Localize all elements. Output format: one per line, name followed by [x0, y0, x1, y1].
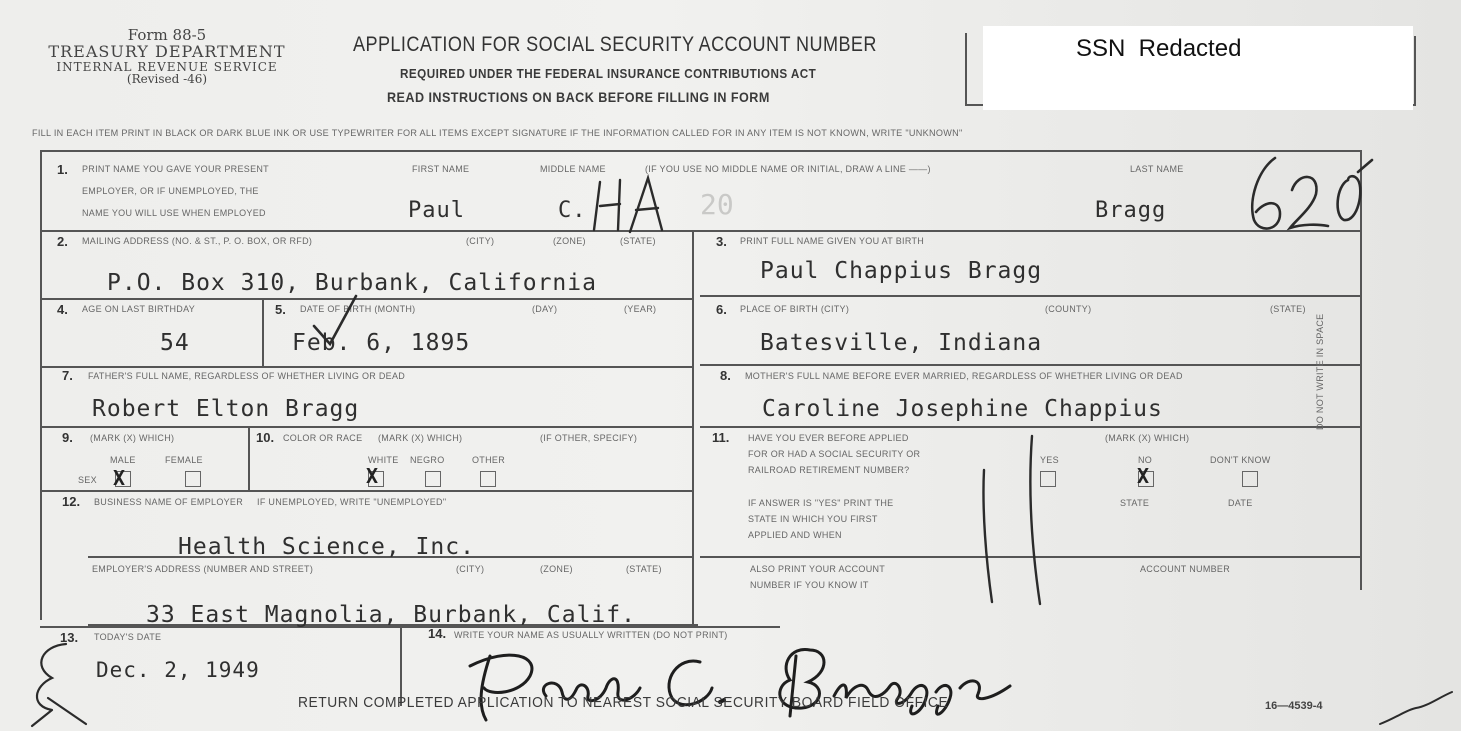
female-checkbox[interactable]: [185, 471, 201, 487]
sex-label: SEX: [78, 475, 97, 485]
rule-after-row3: [40, 366, 692, 368]
rule-after-row2-right: [700, 295, 1360, 297]
birth-name-value: Paul Chappius Bragg: [760, 258, 1043, 284]
field-5-label: DATE OF BIRTH (MONTH): [300, 304, 416, 314]
field-1-label-line1: PRINT NAME YOU GAVE YOUR PRESENT: [82, 164, 269, 174]
last-name-label: LAST NAME: [1130, 164, 1184, 174]
field-6-state-label: (STATE): [1270, 304, 1306, 314]
employer-state-label: (STATE): [626, 564, 662, 574]
field-13-number: 13.: [60, 630, 79, 645]
field-8-number: 8.: [720, 368, 731, 383]
form-number: Form 88-5: [127, 26, 207, 44]
rule-top: [40, 150, 1360, 152]
if-yes-line3: APPLIED AND WHEN: [748, 530, 842, 540]
field-13-label: TODAY'S DATE: [94, 632, 162, 642]
form-identifier-block: [22, 28, 312, 86]
first-name-label: FIRST NAME: [412, 164, 470, 174]
field-3-label: PRINT FULL NAME GIVEN YOU AT BIRTH: [740, 236, 925, 246]
female-label: FEMALE: [165, 455, 203, 465]
field-12-label: BUSINESS NAME OF EMPLOYER IF UNEMPLOYED, WRITE "UNEMPLOYED": [94, 497, 447, 507]
field-4-label: AGE ON LAST BIRTHDAY: [82, 304, 196, 314]
father-name-value: Robert Elton Bragg: [92, 396, 360, 422]
field-12-number: 12.: [62, 494, 81, 509]
field-7-label: FATHER'S FULL NAME, REGARDLESS OF WHETHER LIVING OR DEAD: [88, 371, 406, 381]
last-name-value: Bragg: [1095, 198, 1167, 223]
field-2-number: 2.: [57, 234, 68, 249]
corner-pen-stroke: [1376, 688, 1456, 728]
field-6-number: 6.: [716, 302, 727, 317]
middle-name-value: C.: [558, 198, 587, 223]
field-2-state-label: (STATE): [620, 236, 656, 246]
field-9-label: (MARK (X) WHICH): [90, 433, 175, 443]
dont-know-label: DON'T KNOW: [1210, 455, 1271, 465]
handwritten-double-slash-mark: [970, 430, 1060, 610]
signature-image: [450, 636, 1050, 726]
date-of-birth-value: Feb. 6, 1895: [292, 330, 471, 356]
employer-address-label: EMPLOYER'S ADDRESS (NUMBER AND STREET): [92, 564, 314, 574]
if-yes-line1: IF ANSWER IS "YES" PRINT THE: [748, 498, 894, 508]
rule-after-row4: [40, 426, 692, 428]
no-mark: X: [1137, 464, 1150, 488]
field-14-label: WRITE YOUR NAME AS USUALLY WRITTEN (DO NOT PRINT): [454, 630, 728, 640]
account-number-label: ACCOUNT NUMBER: [1140, 564, 1231, 574]
return-note: RETURN COMPLETED APPLICATION TO NEAREST SOCIAL SECURITY BOARD FIELD OFFICE: [298, 694, 949, 711]
field-7-number: 7.: [62, 368, 73, 383]
employer-name-value: Health Science, Inc.: [178, 534, 475, 560]
faded-ghost-text: 20: [700, 188, 734, 221]
ssn-bracket-left: [965, 33, 967, 105]
form-subtitle-act: REQUIRED UNDER THE FEDERAL INSURANCE CONTRIBUTIONS ACT: [400, 66, 817, 81]
form-subtitle-read: READ INSTRUCTIONS ON BACK BEFORE FILLING IN FORM: [387, 89, 770, 105]
rule-middle: [692, 230, 694, 625]
form-title: APPLICATION FOR SOCIAL SECURITY ACCOUNT NUMBER: [353, 33, 877, 56]
employer-zone-label: (ZONE): [540, 564, 573, 574]
instructions-line: FILL IN EACH ITEM PRINT IN BLACK OR DARK BLUE INK OR USE TYPEWRITER FOR ALL ITEMS EXCEPT SIGNATURE IF THE INFORMATION CALLED FOR IN ANY ITEM IS NOT KNOWN, WRITE "UNKNOWN": [32, 128, 963, 139]
field-11-number: 11.: [712, 430, 730, 445]
field-5-day-label: (DAY): [532, 304, 558, 314]
field-1-label-line3: NAME YOU WILL USE WHEN EMPLOYED: [82, 208, 266, 218]
todays-date-value: Dec. 2, 1949: [96, 658, 260, 682]
field-11-label-line1: HAVE YOU EVER BEFORE APPLIED: [748, 433, 909, 443]
white-label: WHITE: [368, 455, 399, 465]
rule-age-dob: [262, 298, 264, 366]
age-value: 54: [160, 330, 190, 356]
handwritten-check-mark: [308, 290, 368, 350]
other-label: OTHER: [472, 455, 505, 465]
handwritten-initials-mark: [590, 174, 680, 234]
other-checkbox[interactable]: [480, 471, 496, 487]
field-3-number: 3.: [716, 234, 727, 249]
field-4-number: 4.: [57, 302, 68, 317]
field-6-label: PLACE OF BIRTH (CITY): [740, 304, 850, 314]
field-11-mark-label: (MARK (X) WHICH): [1105, 433, 1190, 443]
male-mark: X: [113, 466, 126, 490]
mailing-address-value: P.O. Box 310, Burbank, California: [107, 270, 597, 296]
white-mark: X: [366, 464, 379, 488]
rule-left: [40, 150, 42, 620]
field-2-city-label: (CITY): [466, 236, 495, 246]
also-print-line1: ALSO PRINT YOUR ACCOUNT: [750, 564, 886, 574]
employer-address-value: 33 East Magnolia, Burbank, Calif.: [146, 602, 636, 628]
field-2-zone-label: (ZONE): [553, 236, 586, 246]
field-6-county-label: (COUNTY): [1045, 304, 1092, 314]
rule-after-row5: [40, 490, 692, 492]
place-of-birth-value: Batesville, Indiana: [760, 330, 1043, 356]
handwritten-margin-scribble: [22, 636, 102, 728]
form-code: 16—4539-4: [1265, 700, 1323, 712]
middle-name-label: MIDDLE NAME: [540, 164, 606, 174]
color-race-label: COLOR OR RACE: [283, 433, 363, 443]
negro-label: NEGRO: [410, 455, 445, 465]
field-11-label-line3: RAILROAD RETIREMENT NUMBER?: [748, 465, 910, 475]
if-yes-line2: STATE IN WHICH YOU FIRST: [748, 514, 878, 524]
field-9-number: 9.: [62, 430, 73, 445]
side-note: DO NOT WRITE IN SPACE: [1315, 313, 1325, 430]
first-name-value: Paul: [408, 198, 465, 223]
revised-note: (Revised -46): [126, 72, 208, 87]
field-11-label-line2: FOR OR HAD A SOCIAL SECURITY OR: [748, 449, 921, 459]
state-label: STATE: [1120, 498, 1150, 508]
dont-know-checkbox[interactable]: [1242, 471, 1258, 487]
service-name: INTERNAL REVENUE SERVICE: [56, 59, 278, 74]
yes-label: YES: [1040, 455, 1059, 465]
color-other-label: (IF OTHER, SPECIFY): [540, 433, 638, 443]
field-5-number: 5.: [275, 302, 286, 317]
middle-name-note: (IF YOU USE NO MIDDLE NAME OR INITIAL, DRAW A LINE ——): [645, 164, 931, 174]
handwritten-number-mark: [1240, 150, 1380, 240]
department-name: TREASURY DEPARTMENT: [48, 41, 286, 61]
ssn-bracket-right: [1414, 36, 1416, 106]
mother-name-value: Caroline Josephine Chappius: [762, 396, 1163, 422]
color-mark-label: (MARK (X) WHICH): [378, 433, 463, 443]
field-14-number: 14.: [428, 626, 447, 641]
field-1-label-line2: EMPLOYER, OR IF UNEMPLOYED, THE: [82, 186, 259, 196]
male-label: MALE: [110, 455, 136, 465]
also-print-line2: NUMBER IF YOU KNOW IT: [750, 580, 869, 590]
ssn-redacted-text: SSN Redacted: [1076, 35, 1242, 62]
rule-after-row4-right: [700, 426, 1360, 428]
negro-checkbox[interactable]: [425, 471, 441, 487]
field-1-number: 1.: [57, 162, 68, 177]
rule-after-row3-right: [700, 364, 1360, 366]
no-label: NO: [1138, 455, 1153, 465]
field-5-year-label: (YEAR): [624, 304, 657, 314]
field-8-label: MOTHER'S FULL NAME BEFORE EVER MARRIED, REGARDLESS OF WHETHER LIVING OR DEAD: [745, 371, 1183, 381]
rule-sex-color: [248, 426, 250, 490]
rule-after-row1: [40, 230, 1360, 232]
date-label: DATE: [1228, 498, 1253, 508]
field-10-number: 10.: [256, 430, 275, 445]
field-2-label: MAILING ADDRESS (NO. & ST., P. O. BOX, OR RFD): [82, 236, 313, 246]
employer-city-label: (CITY): [456, 564, 485, 574]
